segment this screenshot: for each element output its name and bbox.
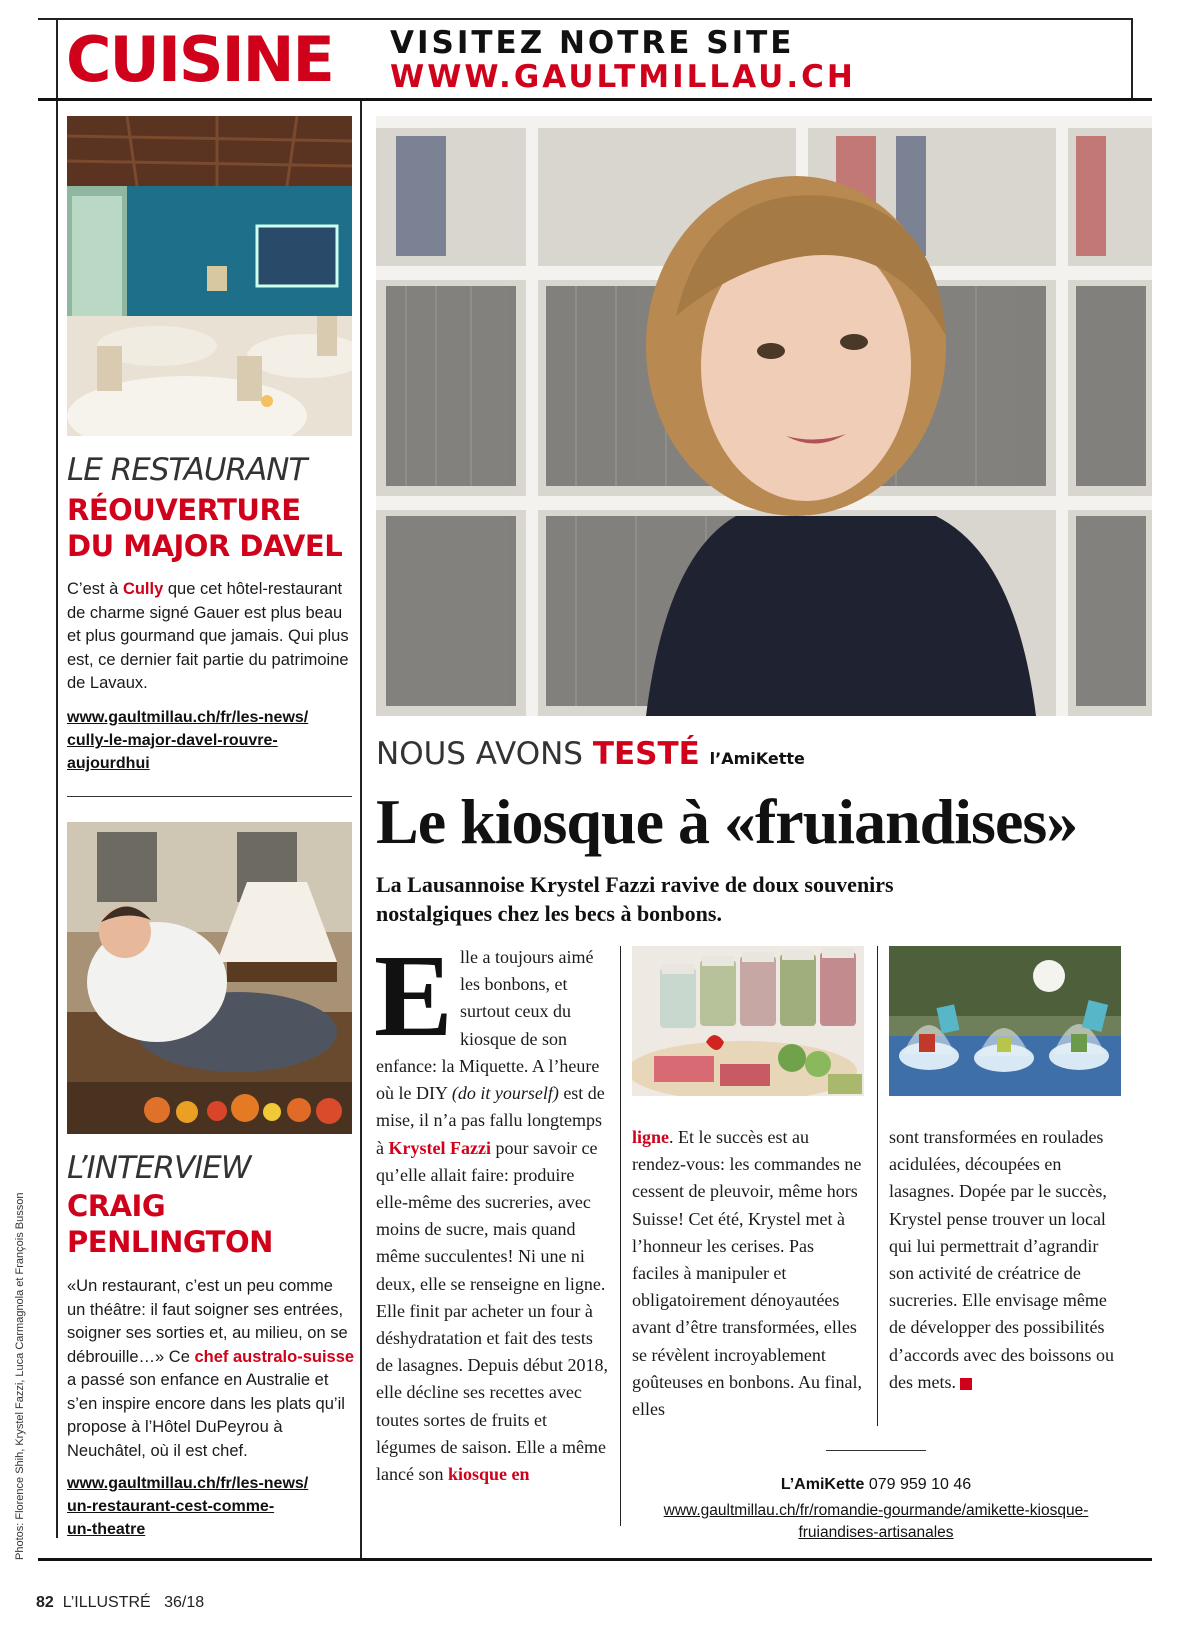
restaurant-headline-1: RÉOUVERTURE [67, 493, 301, 527]
feature-kicker: NOUS AVONS TESTÉ l’AmiKette [376, 736, 805, 772]
contact-phone: 079 959 10 46 [864, 1476, 972, 1493]
restaurant-photo [67, 116, 352, 436]
feature-headline: Le kiosque à «fruiandises» [376, 786, 1078, 857]
magazine-name: L’ILLUSTRÉ [62, 1594, 151, 1611]
page-footer [36, 1594, 204, 1612]
page-left-rule [56, 18, 58, 1538]
restaurant-body: C’est à Cully que cet hôtel-restaurant de charme signé Gauer est plus beau et plus gourmand que jamais. Qui plus est, ce dernier fait partie du patrimoine de Lavaux. [67, 580, 349, 692]
cully-highlight: Cully [122, 580, 164, 598]
issue-number: 36/18 [164, 1594, 205, 1611]
column-divider [360, 101, 362, 1558]
chef-highlight: chef australo-suisse [194, 1347, 355, 1366]
footer-rule [38, 1558, 1152, 1561]
header-bottom-rule [38, 98, 1152, 101]
site-url[interactable]: WWW.GAULTMILLAU.CH [390, 59, 856, 95]
product-photo-cloches [889, 946, 1121, 1096]
dropcap: E [374, 930, 453, 1061]
end-mark [960, 1378, 972, 1390]
site-promo-line: VISITEZ NOTRE SITE [390, 25, 795, 61]
article-column-2: ligne. Et le succès est au rendez-vous: les commandes ne cessent de pleuvoir, même hors Suisse! Cet été, Krystel met à l’honneur les cerises. Pas faciles à manipuler et obligatoirement dénoyautées avant d’être transformées, elles se révèlent incroyablement goûteuses en bonbons. Au final, elles [632, 1127, 862, 1420]
interview-body: «Un restaurant, c’est un peu comme un théâtre: il faut soigner ses entrées, soigner ses sorties et, au milieu, on se débrouille…» Ce chef australo-suisse a passé son enfance en Australie et s’en inspire encore dans les plats qu’il propose à l’Hôtel DuPeyrou à Neuchâtel, où il est chef. [67, 1277, 355, 1460]
restaurant-url[interactable]: www.gaultmillau.ch/fr/les-news/ cully-le-major-davel-rouvre- aujourdhui [67, 709, 309, 772]
page-number: 82 [36, 1594, 54, 1611]
contact-url[interactable]: www.gaultmillau.ch/fr/romandie-gourmande/amikette-kiosque- fruiandises-artisanales [663, 1502, 1089, 1541]
interview-headline-2: PENLINGTON [67, 1225, 273, 1259]
portrait-photo [376, 116, 1152, 716]
ligne-highlight: ligne [632, 1127, 670, 1147]
column-rule-2 [877, 946, 878, 1426]
header-right-rule [1131, 18, 1133, 100]
kiosque-highlight: kiosque en [447, 1464, 530, 1485]
interview-kicker: L’INTERVIEW [67, 1150, 251, 1186]
product-photo-candy-jars [632, 946, 864, 1096]
restaurant-headline-2: DU MAJOR DAVEL [67, 529, 343, 563]
photo-credits: Photos: Florence Shih, Krystel Fazzi, Luca Carmagnola et François Busson [14, 1192, 26, 1560]
feature-deck: La Lausannoise Krystel Fazzi ravive de doux souvenirs nostalgiques chez les becs à bonbons. [376, 872, 894, 926]
column-rule-1 [620, 946, 621, 1526]
interview-url[interactable]: www.gaultmillau.ch/fr/les-news/ un-restaurant-cest-comme- un-theatre [67, 1475, 309, 1538]
section-title: CUISINE [66, 23, 333, 96]
header-top-rule [38, 18, 1131, 20]
article-column-3: sont transformées en roulades acidulées, découpées en lasagnes. Dopée par le succès, Krystel pense trouver un local qui lui permettrait d’agrandir son activité de créatrice de sucreries. Elle envisage même de développer des possibilités d’accords avec des boissons ou des mets. [889, 1127, 1114, 1392]
contact-separator [826, 1450, 926, 1451]
interview-headline-1: CRAIG [67, 1189, 166, 1223]
krystel-highlight: Krystel Fazzi [388, 1137, 491, 1158]
col1-wrap: lle a toujours aimé les bonbons, et surtout ceux du kiosque de son [460, 947, 594, 1049]
contact-brand: L’AmiKette [780, 1476, 865, 1493]
brand-tag: l’AmiKette [709, 749, 805, 768]
chef-photo [67, 822, 352, 1134]
contact-line [632, 1476, 1120, 1494]
left-column-separator [67, 796, 352, 797]
restaurant-kicker: LE RESTAURANT [67, 452, 307, 488]
article-column-1: enfance: la Miquette. A l’heure où le DIY (do it yourself) est de mise, il n’a pas fallu longtemps à Krystel Fazzi pour savoir ce qu’elle allait faire: produire elle-même des sucreries, avec moins de sucre, mais quand même succulentes! Ni une ni deux, elle se renseigne en ligne. Elle finit par acheter un four à déshydratation et fait des tests de lasagnes. Depuis début 2018, elle décline ses recettes avec toutes sortes de fruits et légumes de saison. Elle a même lancé son kiosque en [376, 1056, 608, 1485]
